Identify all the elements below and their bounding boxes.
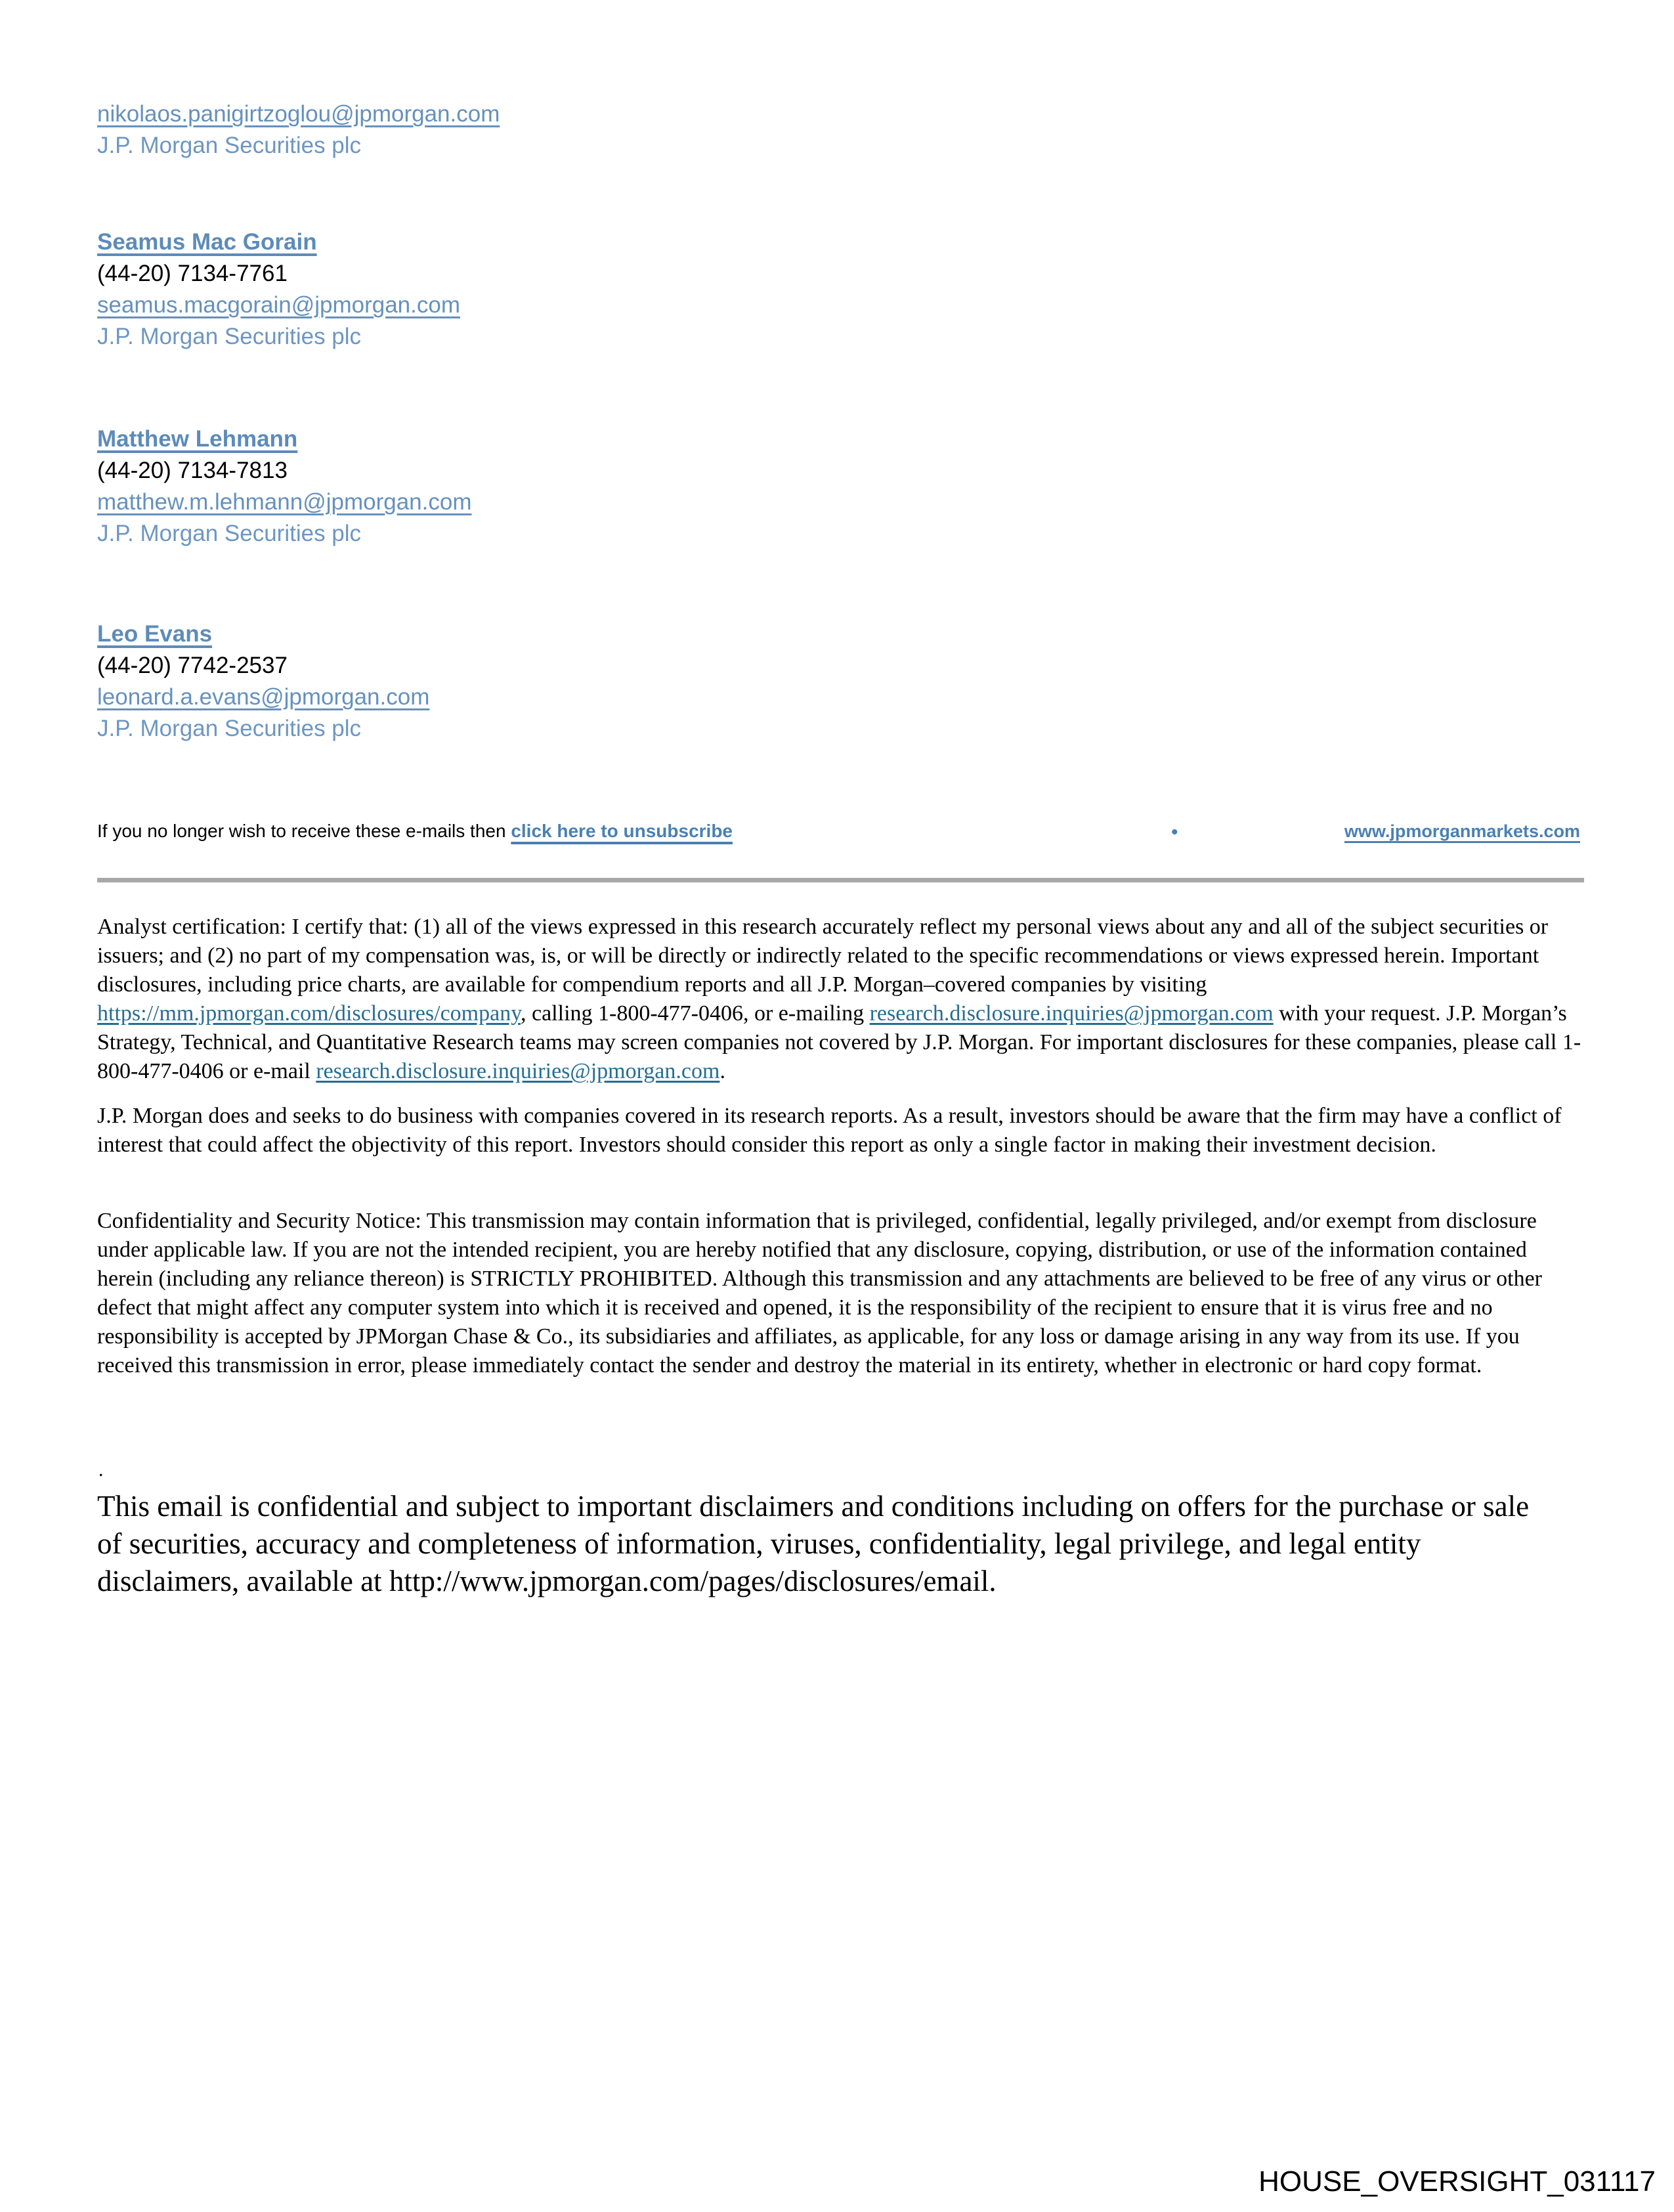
contact-block <box>97 618 429 745</box>
conflict-of-interest-paragraph: J.P. Morgan does and seeks to do business with companies covered in its research reports. As a result, investors should be aware that the firm may have a conflict of interest that could affect the objectivity of this report. Investors should consider this report as only a single factor in making their investment decision. <box>97 1104 1562 1157</box>
inline-text: , calling 1-800-477-0406, or e-mailing <box>521 1001 870 1026</box>
contact-name-link[interactable]: Leo Evans <box>97 621 213 647</box>
contact-name-link[interactable]: Seamus Mac Gorain <box>97 229 317 255</box>
stray-period-mark: . <box>98 1459 104 1481</box>
contact-company: J.P. Morgan Securities plc <box>97 133 362 158</box>
email-confidential-note: This email is confidential and subject to important disclaimers and conditions including on offers for the purchase or sale of securities, accuracy and completeness of information, viruses, confidentiality, legal privilege, and legal entity disclaimers, available at http://www.jpmorgan.com/pages/disclosures/email. <box>97 1490 1530 1597</box>
contact-block <box>97 423 472 550</box>
contact-block <box>97 98 500 162</box>
contact-email-link[interactable]: nikolaos.panigirtzoglou@jpmorgan.com <box>97 101 500 127</box>
unsubscribe-text: If you no longer wish to receive these e-mails then <box>97 821 511 841</box>
analyst-certification-paragraph <box>97 913 1582 1086</box>
bullet-icon: • <box>1171 821 1178 843</box>
inline-link[interactable]: research.disclosure.inquiries@jpmorgan.com <box>316 1059 720 1083</box>
contact-phone: (44-20) 7742-2537 <box>97 653 288 678</box>
unsubscribe-row <box>97 818 1584 844</box>
contact-block <box>97 227 460 353</box>
horizontal-divider <box>97 878 1584 882</box>
contact-company: J.P. Morgan Securities plc <box>97 716 362 741</box>
contact-name-link[interactable]: Matthew Lehmann <box>97 426 298 452</box>
confidentiality-notice-paragraph: Confidentiality and Security Notice: This transmission may contain information that is privileged, confidential, legally privileged, and/or exempt from disclosure under applicable law. If you are not the intended recipient, you are hereby notified that any disclosure, copying, distribution, or use of the information contained herein (including any reliance thereon) is STRICTLY PROHIBITED. Although this transmission and any attachments are believed to be free of any virus or other defect that might affect any computer system into which it is received and opened, it is the responsibility of the recipient to ensure that it is virus free and no responsibility is accepted by JPMorgan Chase & Co., its subsidiaries and affiliates, as applicable, for any loss or damage arising in any way from its use. If you received this transmission in error, please immediately contact the sender and destroy the material in its entirety, whether in electronic or hard copy format. <box>97 1209 1542 1377</box>
contact-email-link[interactable]: seamus.macgorain@jpmorgan.com <box>97 292 460 318</box>
inline-link[interactable]: research.disclosure.inquiries@jpmorgan.com <box>869 1001 1274 1026</box>
contact-phone: (44-20) 7134-7761 <box>97 261 288 286</box>
inline-link[interactable]: https://mm.jpmorgan.com/disclosures/company <box>97 1001 521 1026</box>
contact-email-link[interactable]: leonard.a.evans@jpmorgan.com <box>97 684 430 710</box>
inline-text: with your request. J.P. Morgan’s Strategy, Technical, and Quantitative Research teams may screen companies not covered by J.P. Morgan. For important disclosures for these companies, please call 1-800-477-0406 or e-mail <box>97 1001 1581 1083</box>
document-id-stamp: HOUSE_OVERSIGHT_031117 <box>1258 2165 1656 2198</box>
inline-text: Analyst certification: I certify that: (1) all of the views expressed in this research accurately reflect my personal views about any and all of the subject securities or issuers; and (2) no part of my compensation was, is, or will be directly or indirectly related to the specific recommendations or views expressed herein. Important disclosures, including price charts, are available for compendium reports and all J.P. Morgan–covered companies by visiting <box>97 915 1549 997</box>
contact-phone: (44-20) 7134-7813 <box>97 458 288 483</box>
contact-company: J.P. Morgan Securities plc <box>97 324 362 349</box>
unsubscribe-link[interactable]: click here to unsubscribe <box>511 821 733 841</box>
inline-text: . <box>719 1059 725 1083</box>
contact-company: J.P. Morgan Securities plc <box>97 521 362 546</box>
jpmorganmarkets-link[interactable]: www.jpmorganmarkets.com <box>1344 821 1580 841</box>
contact-email-link[interactable]: matthew.m.lehmann@jpmorgan.com <box>97 489 472 515</box>
